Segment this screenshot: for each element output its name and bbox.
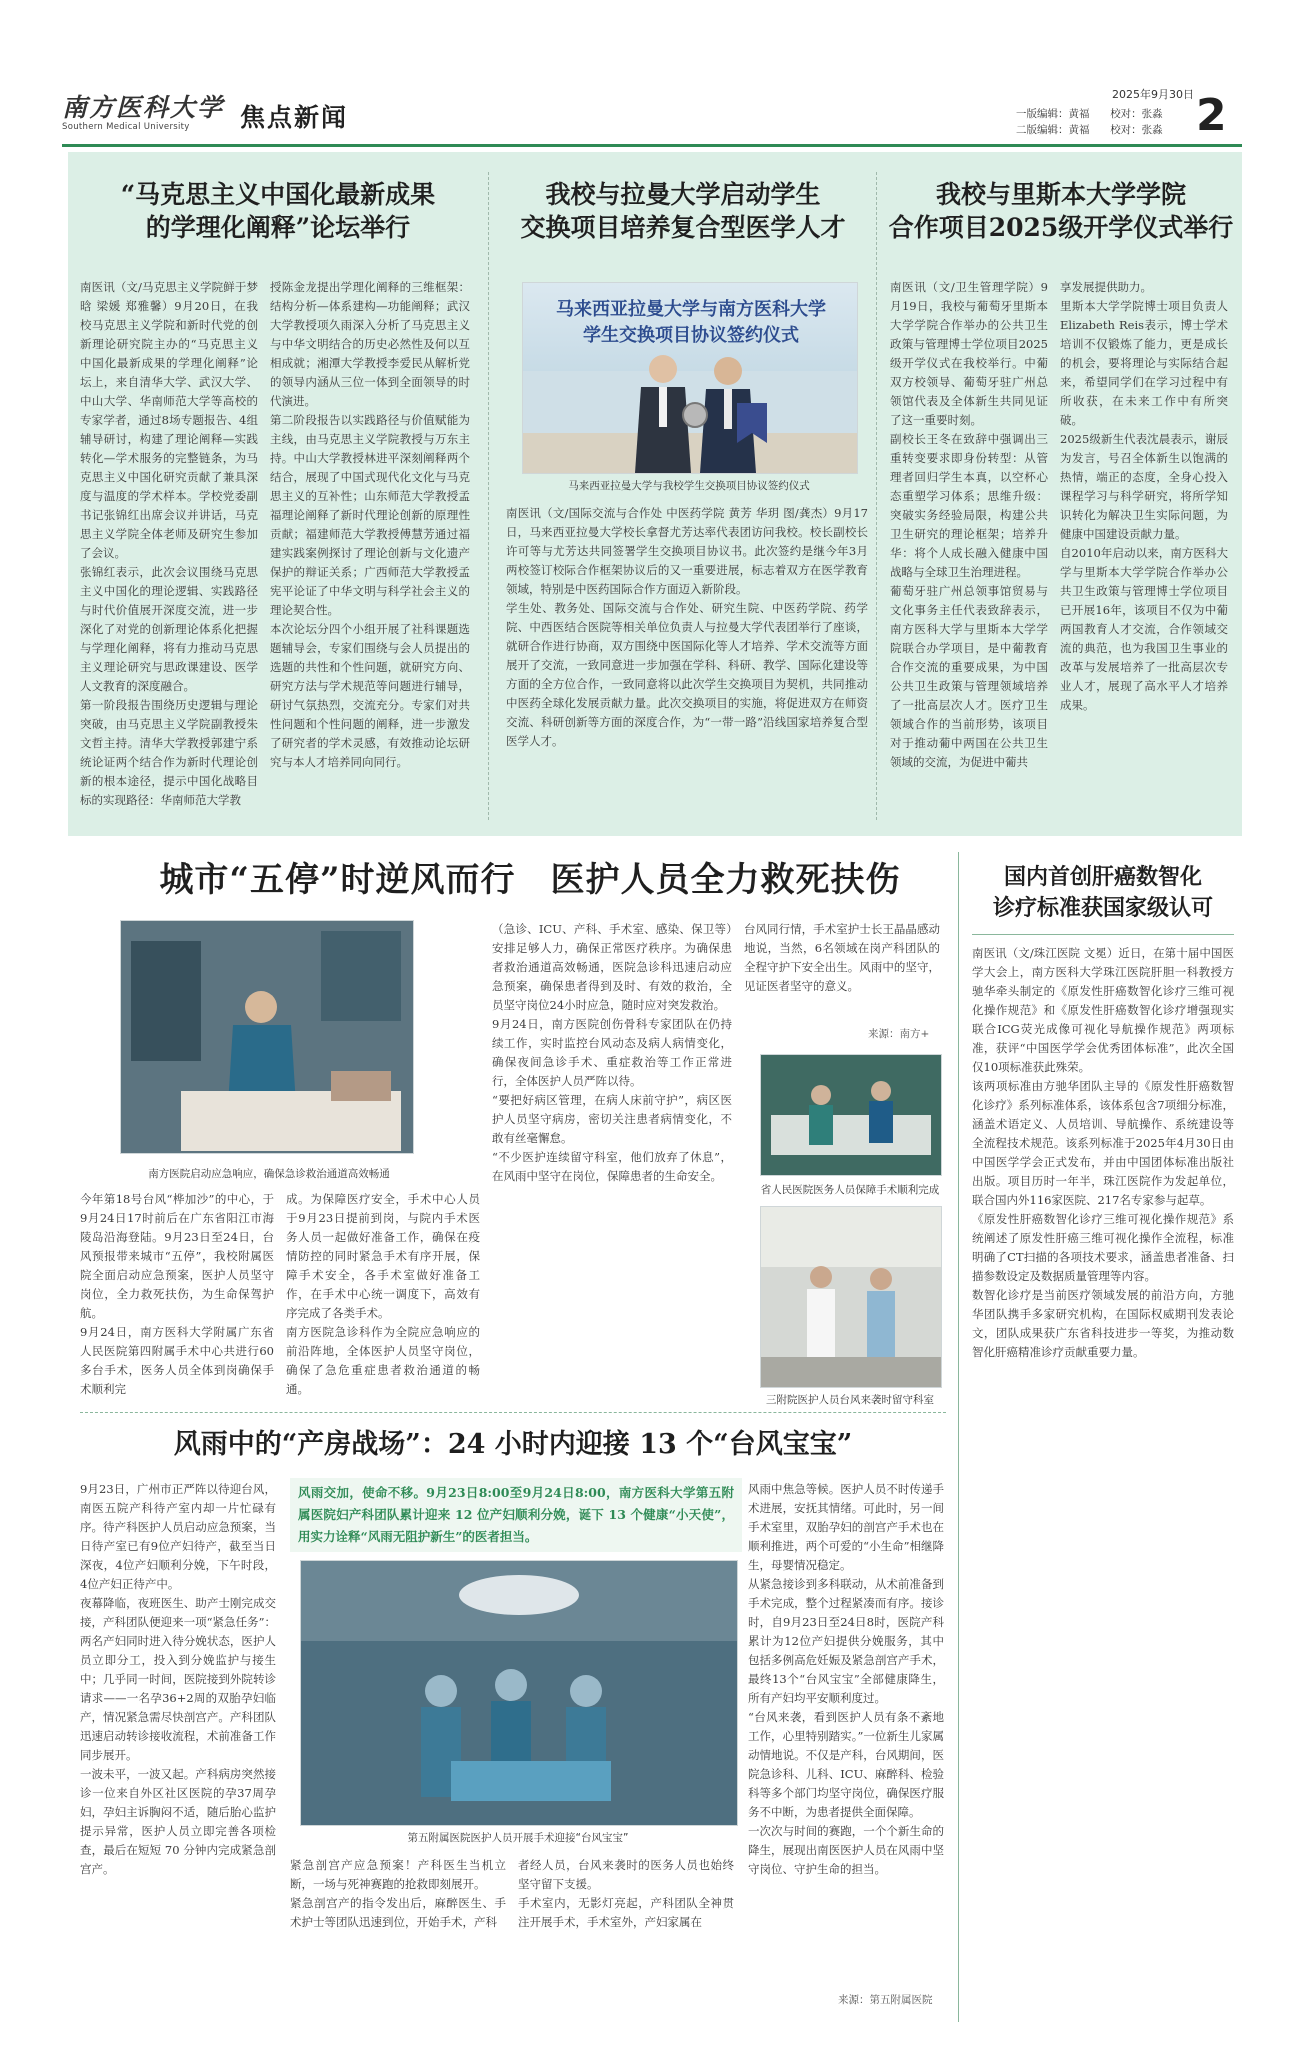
title-line-2: 交换项目培养复合型医学人才	[520, 213, 846, 242]
title-line-1: 我校与拉曼大学启动学生	[545, 180, 821, 209]
title-line-2: 的学理化阐释”论坛举行	[145, 213, 411, 242]
proofreader-2: 校对：张淼	[1110, 124, 1163, 136]
section-title: 焦点新闻	[240, 103, 349, 132]
editor-2: 二版编辑：黄福	[1016, 124, 1090, 136]
article-body: 南医讯（文/国际交流与合作处 中医药学院 黄芳 华玥 图/龚杰）9月17日，马来西亚拉曼大学校长拿督尤芳达率代表团访问我校。校长副校长许可等与尤芳达共同签署学生交换项目协议书。此次签约是继今年3月两校签订校际合作框架协议后的又一重要进展，标志着双方在医学教育领域，特别是中医药国际合作方面迈入新阶段。 学生处、教务处、国际交流与合作处、研究生院、中医药学院、药学院、中西医结合医院等相关单位负责人与拉曼大学代表团举行了座谈，就研合作进行协商，双方围绕中医国际化等人才培养、学术交流等方面展开了交流，一致同意进一步加强在学科、科研、教学、国际化建设等方面的全方位合作，一致同意将以此次学生交换项目为契机，共同推动中医药全球化发展贡献力量。此次交换项目的实施，将促进双方在师资交流、科研创新等方面的深度合作，为“一带一路”沿线国家培养复合型医学人才。	[506, 506, 868, 748]
photo-caption: 三附院医护人员台风来袭时留守科室	[766, 1394, 934, 1406]
article-body-col1: 南医讯（文/卫生管理学院）9月19日，我校与葡萄牙里斯本大学学院合作举办的公共卫生政策与管理博士学位项目2025级开学仪式在我校举行。中葡双方校领导、葡萄牙驻广州总领馆代表及全体新生共同见证了这一重要时刻。 副校长王冬在致辞中强调出三重转变要求即身份转型：从管理者回归学生本真，以空杯心态重塑学习体系；思维升级：突破实务经验局限，构建公共卫生研究的理论框架；培养升华：将个人成长融入健康中国战略与全球卫生治理进程。 葡萄牙驻广州总领事馆贸易与文化事务主任代表致辞表示，南方医科大学与里斯本大学学院联合办学项目，是中葡教育合作交流的重要成果，为中国公共卫生政策与管理领域培养了一批高层次人才。医疗卫生领域合作的当前形势，该项目对于推动葡中两国在公共卫生领域的交流，为促进中葡共	[890, 280, 1048, 769]
page-number: 2	[1196, 90, 1227, 141]
photo-caption: 省人民医院医务人员保障手术顺利完成	[760, 1184, 940, 1196]
article-body-col4: 台风同行情，手术室护士长王晶晶感动地说，当然，6名领域在岗产科团队的全程守护下安全出生。风雨中的坚守，见证医者坚守的意义。	[744, 922, 940, 993]
editor-info-1	[1016, 106, 1163, 121]
university-logo	[62, 94, 232, 134]
logo-chinese: 南方医科大学	[62, 93, 225, 122]
article-body-col4: 风雨中焦急等候。医护人员不时传递手术进展，安抚其情绪。可此时，另一间手术室里，双胎孕妇的剖宫产手术也在顺利推进，两个可爱的“小生命”相继降生，母婴情况稳定。 从紧急接诊到多科联动，从术前准备到手术完成，整个过程紧凑而有序。接诊时，自9月23日至24日8时，医院产科累计为12位产妇提供分娩服务，其中包括多例高危妊娠及紧急剖宫产手术，最终13个“台风宝宝”全部健康降生，所有产妇均平安顺利度过。 “台风来袭，看到医护人员有条不紊地工作，心里特别踏实。”一位新生儿家属动情地说。不仅是产科，台风期间，医院急诊科、儿科、ICU、麻醉科、检验科等多个部门均坚守岗位，确保医疗服务不中断，为患者提供全面保障。 一次次与时间的赛跑，一个个新生命的降生，展现出南医医护人员在风雨中坚守岗位、守护生命的担当。	[748, 1482, 944, 1876]
logo-english: Southern Medical University	[62, 122, 190, 132]
section-divider	[80, 1412, 946, 1413]
photo-banner-line-1: 马来西亚拉曼大学与南方医科大学	[556, 299, 826, 320]
masthead	[0, 0, 1304, 150]
article-body-col1: 南医讯（文/马克思主义学院鲜于梦晗 梁媛 郑雅馨）9月20日，在我校马克思主义学院和新时代党的创新理论研究院主办的“马克思主义中国化最新成果的学理化阐释”论坛上，来自清华大学、武汉大学、中山大学、华南师范大学等高校的专家学者，通过8场专题报告、4组辅导研讨，构建了理论阐释—实践转化—学术服务的完整链条，为马克思主义中国化研究贡献了兼具深度与温度的学术样本。学校党委副书记张锦红出席会议并讲话，马克思主义学院全体老师及研究生参加了会议。 张锦红表示，此次会议围绕马克思主义中国化的理论逻辑、实践路径与时代价值展开深度交流，进一步深化了对党的创新理论体系化把握与学理化阐释，将有力推动马克思主义理论研究与思政课建设、医学人文教育的深度融合。 第一阶段报告围绕历史逻辑与理论突破，由马克思主义学院副教授朱文哲主持。清华大学教授郭建宁系统论证两个结合作为新时代理论创新的根本途径，提示中国化战略目标的实现路径：华南师范大学教	[80, 280, 258, 807]
article-lead: 风雨交加，使命不移。9月23日8:00至9月24日8:00，南方医科大学第五附属医院妇产科团队累计迎来 12 位产妇顺利分娩，诞下 13 个健康“小天使”，用实力诠释“风雨无阻护新生”的医者担当。	[298, 1485, 734, 1544]
article-title	[884, 178, 1238, 244]
editor-1: 一版编辑：黄福	[1016, 108, 1090, 120]
article-body: 南医讯（文/珠江医院 文冕）近日，在第十届中国医学大会上，南方医科大学珠江医院肝胆一科教授方驰华牵头制定的《原发性肝癌数智化诊疗三维可视化操作规范》和《原发性肝癌数智化诊疗增强现实联合ICG荧光成像可视化导航操作规范》两项标准，获评“中国医学学会优秀团体标准”，此次全国仅10项标准获此殊荣。 该两项标准由方驰华团队主导的《原发性肝癌数智化诊疗》系列标准体系，该体系包含7项细分标准，涵盖术语定义、人员培训、导航操作、系统建设等全流程技术规范。该系列标准于2025年4月30日由中国医学学会正式发布，并由中国团体标准出版社出版。项目历时一年半，珠江医院作为发起单位，联合国内外116家医院、217名专家参与起草。 《原发性肝癌数智化诊疗三维可视化操作规范》系统阐述了原发性肝癌三维可视化操作全流程，标准明确了CT扫描的各项技术要求，涵盖患者准备、扫描参数设定及数据质量管理等内容。 数智化诊疗是当前医疗领域发展的前沿方向，方驰华团队携手多家研究机构，在国际权威期刊发表论文，团队成果获广东省科技进步一等奖，为推动数智化肝癌精准诊疗贡献重要力量。	[972, 946, 1234, 1359]
title-line-1: 我校与里斯本大学学院	[935, 180, 1186, 209]
article-title: 城市“五停”时逆风而行 医护人员全力救死扶伤	[159, 860, 901, 900]
article-title	[78, 178, 478, 244]
signing-ceremony-photo	[522, 282, 858, 474]
title-line-1: 国内首创肝癌数智化	[1003, 864, 1202, 890]
masthead-rule	[62, 144, 1242, 147]
article-body-col2: 授陈金龙提出学理化阐释的三维框架：结构分析—体系建构—功能阐释；武汉大学教授项久雨深入分析了马克思主义与中华文明结合的历史必然性及何以互相成就；湘潭大学教授李爱民从解析党的领导内涵从三位一体到全面领导的时代演进。 第二阶段报告以实践路径与价值赋能为主线，由马克思主义学院教授与万东主持。中山大学教授林进平深刻阐释两个结合，展现了中国式现代化文化与马克思主义的互补性；山东师范大学教授孟福理论阐释了新时代理论创新的原理性贡献；福建师范大学教授傅慧芳通过福建实践案例探讨了理论创新与文化遗产保护的辩证关系；广西师范大学教授孟宪平论证了中华文明与科学社会主义的理论契合性。 本次论坛分四个小组开展了社科课题选题辅导会，专家们围绕与会人员提出的选题的共性和个性问题，就研究方向、研究方法与学术规范等问题进行辅导，研讨气氛热烈，交流充分。专家们对共性问题和个性问题的阐释，进一步激发了研究者的学术灵感，有效推动论坛研究与本人才培养同向同行。	[270, 280, 470, 769]
photo-caption: 马来西亚拉曼大学与我校学生交换项目协议签约仪式	[568, 480, 810, 492]
article-body-col2: 享发展提供助力。 里斯本大学学院博士项目负责人Elizabeth Reis表示，博士学术培训不仅锻炼了能力，更是成长的机会，要将理论与实际结合起来，希望同学们在学习过程中有所收获，在未来工作中有所突破。 2025级新生代表沈晨表示，谢辰为发言，号召全体新生以饱满的热情，端正的态度，全身心投入课程学习与科学研究，将所学知识转化为解决卫生实际问题，为健康中国建设贡献力量。 自2010年启动以来，南方医科大学与里斯本大学学院合作举办公共卫生政策与管理博士学位项目已开展16年，该项目不仅为中葡两国教育人才交流，合作领域交流的典范，也为我国卫生事业的改革与发展培养了一批高层次专业人才，展现了高水平人才培养成果。	[1060, 280, 1228, 712]
two-people-handshake-illustration	[523, 283, 857, 473]
editor-info-2	[1016, 122, 1163, 137]
hospital-corridor-photo	[760, 1206, 942, 1388]
article-body-col1: 9月23日，广州市正严阵以待迎台风，南医五院产科待产室内却一片忙碌有序。待产科医护人员启动应急预案，当日待产室已有9位产妇待产，截至当日深夜，4位产妇顺利分娩，下午时段，4位产妇正待产中。 夜幕降临，夜班医生、助产士刚完成交接，产科团队便迎来一项“紧急任务”：两名产妇同时进入待分娩状态，医护人员立即分工，投入到分娩监护与接生中；几乎同一时间，医院接到外院转诊请求——一名孕36+2周的双胎孕妇临产，情况紧急需尽快剖宫产。产科团队迅速启动转诊接收流程，术前准备工作同步展开。 一波未平，一波又起。产科病房突然接诊一位来自外区社区医院的孕37周孕妇，孕妇主诉胸闷不适，随后胎心监护提示异常，医护人员立即完善各项检查，最后在短短 70 分钟内完成紧急剖宫产。	[80, 1482, 276, 1876]
photo-banner-line-2: 学生交换项目协议签约仪式	[583, 325, 799, 346]
article-title	[498, 178, 868, 244]
title-line-1: “马克思主义中国化最新成果	[120, 180, 436, 209]
article-source: 来源：第五附属医院	[838, 1994, 933, 2006]
photo-caption: 南方医院启动应急响应，确保急诊救治通道高效畅通	[148, 1168, 390, 1180]
column-divider	[958, 852, 959, 2022]
article-body-col2: 紧急剖宫产应急预案！产科医生当机立断，一场与死神赛跑的抢救即刻展开。 紧急剖宫产的指令发出后，麻醉医生、手术护士等团队迅速到位，开始手术，产科	[290, 1858, 506, 1929]
article-source: 来源：南方+	[868, 1028, 930, 1040]
emergency-ward-photo	[120, 920, 414, 1154]
title-rule	[972, 934, 1234, 935]
article-body-col3: （急诊、ICU、产科、手术室、感染、保卫等）安排足够人力，确保正常医疗秩序。为确保患者救治通道高效畅通，医院急诊科迅速启动应急预案，确保患者得到及时、有效的救治，全员坚守岗位24小时应急，随时应对突发救治。 9月24日，南方医院创伤骨科专家团队在仍持续工作，实时监控台风动态及病人病情变化，确保夜间急诊手术、重症救治等工作正常进行，全体医护人员严阵以待。 “要把好病区管理，在病人床前守护”，病区医护人员坚守病房，密切关注患者病情变化，不敢有丝毫懈怠。 “不少医护连续留守科室，他们放弃了休息”，在风雨中坚守在岗位，保障患者的生命安全。	[492, 922, 732, 1183]
title-line-2: 诊疗标准获国家级认可	[992, 895, 1213, 921]
article-body-col1: 今年第18号台风“桦加沙”的中心，于9月24日17时前后在广东省阳江市海陵岛沿海登陆。9月23日至24日，台风预报带来城市“五停”，我校附属医院全面启动应急预案，医护人员坚守岗位，全力救死扶伤，为生命保驾护航。 9月24日，南方医科大学附属广东省人民医院第四附属手术中心共进行60多台手术，医务人员全体到岗确保手术顺利完	[80, 1192, 274, 1396]
article-title	[968, 862, 1238, 924]
delivery-room-photo	[300, 1560, 738, 1826]
column-divider	[488, 172, 489, 820]
article-body-col2: 成。为保障医疗安全，手术中心人员于9月23日提前到岗，与院内手术医务人员一起做好准备工作，确保在疫情防控的同时紧急手术有序开展，保障手术安全，各手术室做好准备工作，在手术中心统一调度下，高效有序完成了各类手术。 南方医院急诊科作为全院应急响应的前沿阵地，全体医护人员坚守岗位，确保了急危重症患者救治通道的畅通。	[286, 1192, 480, 1396]
issue-date: 2025年9月30日	[1112, 88, 1194, 101]
photo-caption: 第五附属医院医护人员开展手术迎接“台风宝宝”	[407, 1832, 629, 1844]
article-body-col3: 者经人员，台风来袭时的医务人员也始终坚守留下支援。 手术室内，无影灯亮起，产科团队全神贯注开展手术，手术室外，产妇家属在	[518, 1858, 734, 1929]
proofreader-1: 校对：张淼	[1110, 108, 1163, 120]
column-divider	[876, 172, 877, 820]
title-line-2: 合作项目2025级开学仪式举行	[888, 213, 1234, 242]
operating-room-photo	[760, 1054, 942, 1176]
article-title: 风雨中的“产房战场”：24 小时内迎接 13 个“台风宝宝”	[173, 1429, 853, 1460]
